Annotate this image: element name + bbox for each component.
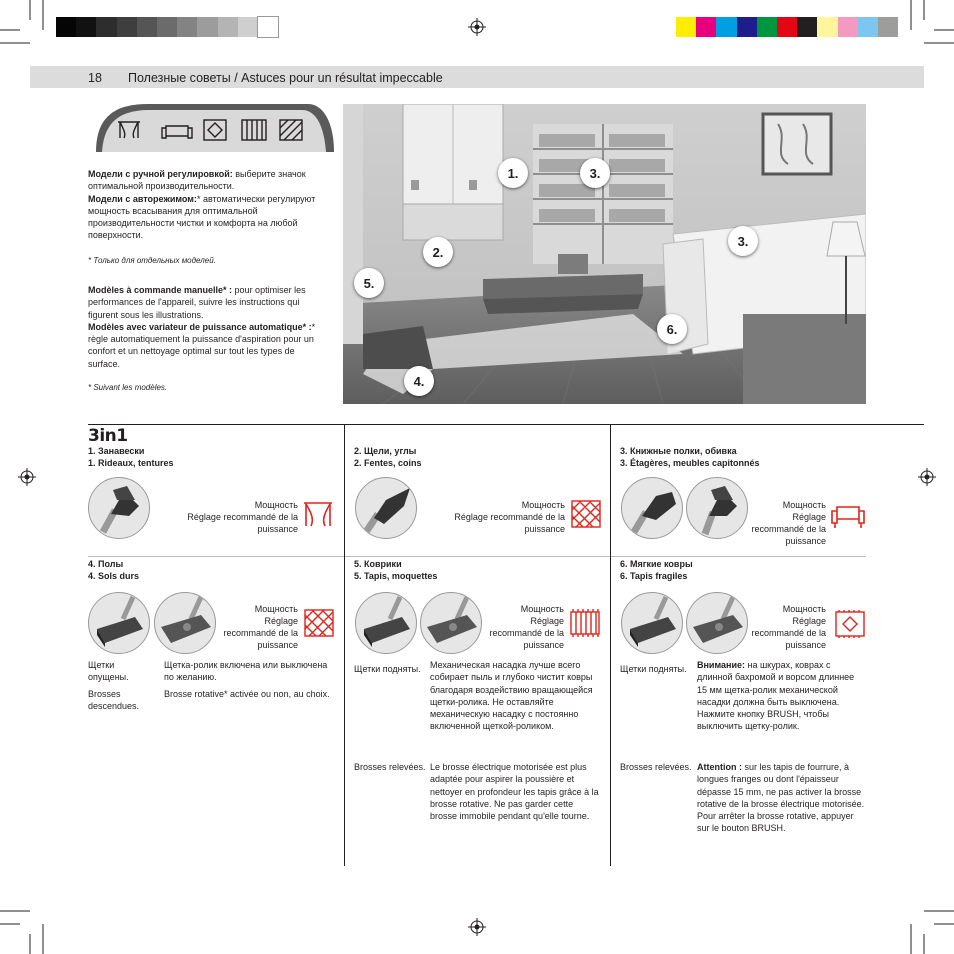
color-swatch xyxy=(137,17,157,37)
color-swatch xyxy=(177,17,197,37)
color-swatch xyxy=(858,17,878,37)
color-swatch xyxy=(238,17,258,37)
color-swatch xyxy=(838,17,858,37)
cell-5-right-2: Le brosse électrique motorisée est plus adaptée pour aspirer la poussière et nettoyer en profondeur les tapis grâce à la brosse rotative. Ne pas garder cette brosse immobile pendant qu'elle tourne. xyxy=(430,762,599,822)
registration-mark-right xyxy=(918,468,936,486)
color-swatch xyxy=(157,17,177,37)
cell-5-title: 5. Коврики 5. Tapis, moquettes xyxy=(354,559,438,581)
cell-6-caption: Мощность Réglage recommandé de la puissance xyxy=(751,604,826,650)
curtain-power-icon xyxy=(303,501,333,527)
3in1-logo: 3in1 xyxy=(88,426,128,446)
color-swatch xyxy=(878,17,898,37)
cell-6-right-2: Attention : sur les tapis de fourrure, à longues franges ou dont l'épaisseur dépasse 15 mm, ne pas activer la brosse rotative de la brosse électrique motorisée. Pour arrêter la brosse rotative, appuyer sur le bouton BRUSH. xyxy=(697,762,865,834)
dusting-brush-image xyxy=(621,477,683,539)
color-swatch xyxy=(197,17,217,37)
intro-ru-note: * Только для отдельных моделей. xyxy=(88,256,216,265)
cell-5-right-1: Механическая насадка лучше всего собирает пыль и глубоко чистит ковры благодаря воздействию вращающейся щетки-ролика. Не оставляйте механическую насадку с постоянно включенной щеткой-роликом. xyxy=(430,660,593,732)
nozzle-brush-image xyxy=(355,477,417,539)
registration-mark-top xyxy=(468,18,486,36)
color-swatch xyxy=(797,17,817,37)
cell-1-title: 1. Занавески 1. Rideaux, tentures xyxy=(88,446,174,468)
column-divider-2 xyxy=(610,424,611,866)
cell-6-right-1: Внимание: на шкурах, коврах с длинной бахромой и ворсом длиннее 15 мм щетка-ролик механической насадки должна быть выключена. Нажмите кнопку BRUSH, чтобы выключить щетку-ролик. xyxy=(697,660,855,732)
room-marker-6: 6. xyxy=(657,314,687,344)
color-swatch xyxy=(737,17,757,37)
page-title: Полезные советы / Astuces pour un résultat impeccable xyxy=(128,71,443,85)
room-marker-4: 4. xyxy=(404,366,434,396)
rug-brush-up-image xyxy=(686,592,748,654)
hard-floor-power-icon-2 xyxy=(304,609,334,637)
color-swatch xyxy=(117,17,137,37)
cell-4-right-1: Щетка-ролик включена или выключена по желанию. xyxy=(164,660,328,683)
floor-brush-up-image xyxy=(154,592,216,654)
registration-mark-left xyxy=(18,468,36,486)
color-swatch xyxy=(56,17,76,37)
cell-5-caption: Мощность Réglage recommandé de la puissance xyxy=(489,604,564,650)
cell-2-title: 2. Щели, углы 2. Fentes, coins xyxy=(354,446,422,468)
living-room-photo xyxy=(343,104,866,404)
cell-4-left-2: Brosses descendues. xyxy=(88,689,140,712)
color-swatch xyxy=(76,17,96,37)
intro-fr-note: * Suivant les modèles. xyxy=(88,383,168,392)
color-swatch xyxy=(218,17,238,37)
color-swatch xyxy=(696,17,716,37)
cell-4-title: 4. Полы 4. Sols durs xyxy=(88,559,140,581)
carpet-brush-down-image xyxy=(355,592,417,654)
color-swatch xyxy=(777,17,797,37)
rug-brush-down-image xyxy=(621,592,683,654)
cell-4-left-1: Щетки опущены. xyxy=(88,660,129,683)
room-marker-5: 5. xyxy=(354,268,384,298)
cell-6-left-2: Brosses relevées. xyxy=(620,762,692,772)
hard-floor-power-icon xyxy=(571,500,601,528)
floor-brush-down-image xyxy=(88,592,150,654)
table-mid-rule xyxy=(88,556,866,557)
cell-6-left-1: Щетки подняты. xyxy=(620,664,687,674)
color-swatch xyxy=(817,17,837,37)
cell-1-caption: Мощность Réglage recommandé de la puissance xyxy=(187,500,298,534)
room-marker-3-sofa: 3. xyxy=(728,226,758,256)
intro-ru: Модели с ручной регулировкой: выберите значок оптимальной производительности. Модели с авторежимом:* автоматически регулируют мощность всасывания для оптимальной производительности чистки и комфорта на любой поверхности. xyxy=(88,169,316,241)
crevice-brush-image xyxy=(88,477,150,539)
cell-3-caption: Мощность Réglage recommandé de la puissance xyxy=(751,500,826,546)
color-swatch xyxy=(757,17,777,37)
table-top-rule xyxy=(88,424,924,425)
color-swatch xyxy=(716,17,736,37)
cell-4-right-2: Brosse rotative* activée ou non, au choix. xyxy=(164,689,330,699)
cell-5-left-2: Brosses relevées. xyxy=(354,762,426,772)
power-selector-illustration xyxy=(88,104,334,152)
cell-6-title: 6. Мягкие ковры 6. Tapis fragiles xyxy=(620,559,693,581)
room-marker-3-shelves: 3. xyxy=(580,158,610,188)
sofa-power-icon xyxy=(831,505,865,529)
column-divider-1 xyxy=(344,424,345,866)
carpet-brush-up-image xyxy=(420,592,482,654)
color-swatch xyxy=(258,17,278,37)
room-marker-2: 2. xyxy=(423,237,453,267)
carpet-power-icon xyxy=(570,608,600,638)
room-marker-1: 1. xyxy=(498,158,528,188)
cell-2-caption: Мощность Réglage recommandé de la puissance xyxy=(454,500,565,534)
registration-mark-bottom xyxy=(468,918,486,936)
upholstery-brush-image xyxy=(686,477,748,539)
cell-4-caption: Мощность Réglage recommandé de la puissance xyxy=(223,604,298,650)
page-number: 18 xyxy=(88,71,102,85)
intro-fr: Modèles à commande manuelle* : pour optimiser les performances de l'appareil, suivre les instructions qui figurent sous les illustrations. Modèles avec variateur de puissance automatique* :* règle automatiquement la puissance d'aspiration pour un confort et un nettoyage optimal sur tout les types de surface. xyxy=(88,285,316,369)
cell-3-title: 3. Книжные полки, обивка 3. Étagères, meubles capitonnés xyxy=(620,446,760,468)
rug-power-icon xyxy=(835,609,865,639)
color-swatch xyxy=(676,17,696,37)
cell-5-left-1: Щетки подняты. xyxy=(354,664,421,674)
color-swatch xyxy=(96,17,116,37)
